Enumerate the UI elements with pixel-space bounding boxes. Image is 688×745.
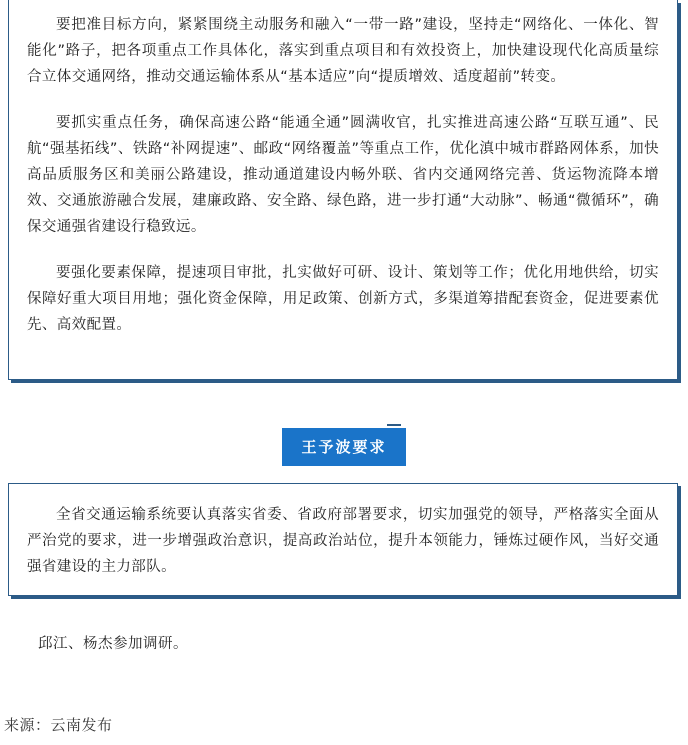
section-heading: 王予波要求 bbox=[282, 428, 406, 466]
paragraph: 要抓实重点任务，确保高速公路“能通全通”圆满收官，扎实推进高速公路“互联互通”、民航“强基拓线”、铁路“补网提速”、邮政“网络覆盖”等重点工作，优化滇中城市群路网体系，加快高品质服务区和美丽公路建设，推动通道建设内畅外联、省内交通网络完善、货运物流降本增效、交通旅游融合发展，建廉政路、安全路、绿色路，进一步打通“大动脉”、畅通“微循环”，确保交通强省建设行稳致远。 bbox=[27, 115, 659, 235]
paragraph: 全省交通运输系统要认真落实省委、省政府部署要求，切实加强党的领导，严格落实全面从严治党的要求，进一步增强政治意识，提高政治站位，提升本领能力，锤炼过硬作风，当好交通强省建设的主力部队。 bbox=[27, 507, 659, 575]
source-credit: 来源：云南发布 bbox=[4, 716, 113, 734]
paragraph: 要把准目标方向，紧紧围绕主动服务和融入“一带一路”建设，坚持走“网络化、一体化、智能化”路子，把各项重点工作具体化，落实到重点项目和有效投资上，加快建设现代化高质量综合立体交通网络，推动交通运输体系从“基本适应”向“提质增效、适度超前”转变。 bbox=[27, 17, 659, 85]
section-heading-wrapper bbox=[282, 428, 406, 466]
content-box-top bbox=[8, 0, 678, 380]
heading-accent-line bbox=[387, 424, 401, 426]
content-box-bottom bbox=[8, 483, 678, 596]
attendance-note: 邱江、杨杰参加调研。 bbox=[38, 636, 188, 652]
paragraph: 要强化要素保障，提速项目审批，扎实做好可研、设计、策划等工作；优化用地供给，切实保障好重大项目用地；强化资金保障，用足政策、创新方式，多渠道筹措配套资金，促进要素优先、高效配置。 bbox=[27, 265, 659, 333]
